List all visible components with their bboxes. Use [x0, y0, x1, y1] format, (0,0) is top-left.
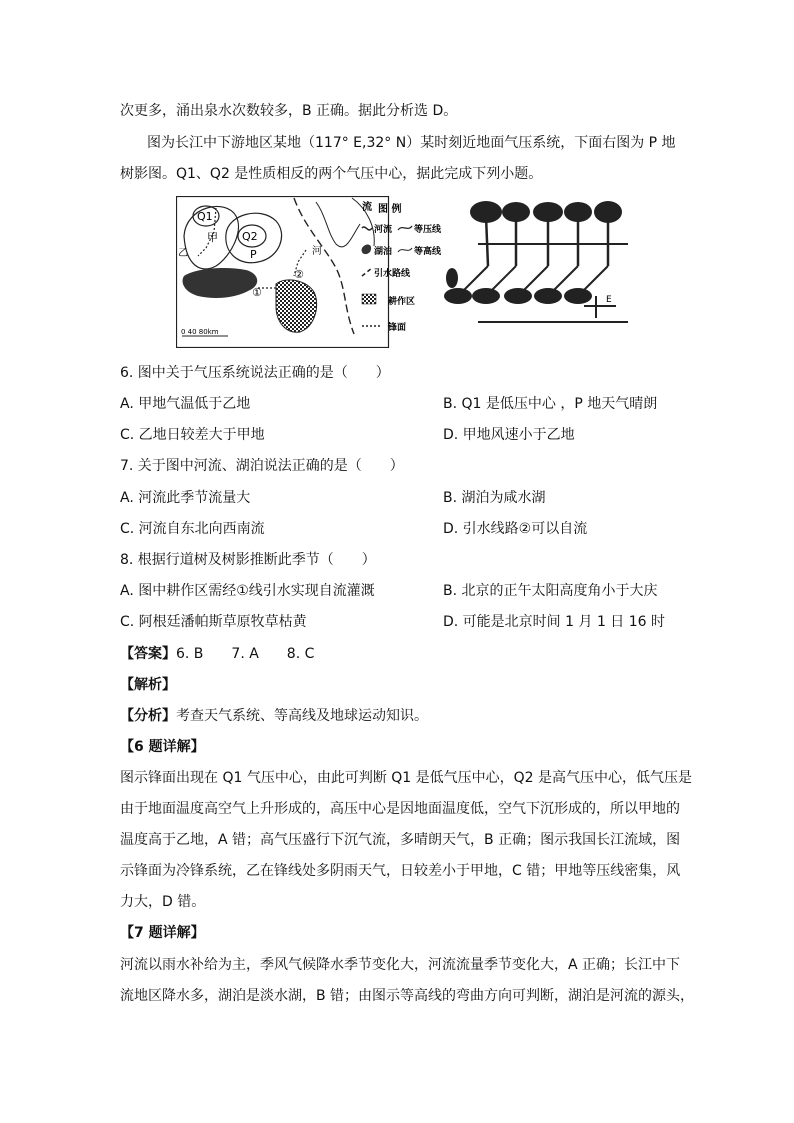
label-jia: 甲 [207, 231, 218, 244]
tree-shadows [444, 266, 608, 304]
intro-line-2: 图为长江中下游地区某地（117° E,32° N）某时刻近地面气压系统，下面右图为 P 地 [147, 135, 676, 151]
question-8-option-d: D. 可能是北京时间 1 月 1 日 16 时 [443, 614, 666, 630]
tree-row [470, 201, 622, 266]
q7-detail-line-2: 流地区降水多，湖泊是淡水湖，B 错；由图示等高线的弯曲方向可判断，湖泊是河流的源头， [120, 988, 695, 1004]
farmland-shape [276, 280, 317, 332]
legend-lake: 湖泊 [374, 247, 393, 257]
question-8-option-b: B. 北京的正午太阳高度角小于大庆 [443, 583, 658, 599]
q6-detail-line-5: 力大，D 错。 [120, 894, 206, 910]
intro-line-3: 树影图。Q1、Q2 是性质相反的两个气压中心，据此完成下列小题。 [120, 166, 543, 182]
label-p: P [250, 248, 257, 261]
question-7-stem: 7. 关于图中河流、湖泊说法正确的是（ ） [120, 458, 404, 474]
analysis-heading: 【解析】 [120, 677, 176, 693]
fenxi-label: 【分析】 [120, 708, 176, 724]
legend-river: 河流 [374, 225, 393, 235]
q6-detail-line-3: 温度高于乙地，A 错；高气压盛行下沉气流，多晴朗天气，B 正确；图示我国长江流域，图 [120, 832, 681, 848]
question-7-option-b: B. 湖泊为咸水湖 [443, 490, 546, 506]
question-6-option-c: C. 乙地日较差大于甲地 [120, 427, 265, 443]
legend-isobar: 等压线 [414, 225, 442, 235]
question-6-stem: 6. 图中关于气压系统说法正确的是（ ） [120, 365, 390, 381]
question-7-option-a: A. 河流此季节流量大 [120, 490, 251, 506]
question-7-option-d: D. 引水线路②可以自流 [443, 521, 588, 537]
question-6-option-b: B. Q1 是低压中心 ，P 地天气晴朗 [443, 396, 658, 412]
figure-map-and-tree-shadow [176, 196, 628, 348]
answer-label: 【答案】 [120, 646, 176, 662]
q7-detail-heading: 【7 题详解】 [120, 925, 205, 941]
q6-detail-line-1: 图示锋面出现在 Q1 气压中心，由此可判断 Q1 是低气压中心，Q2 是高气压中心，低气压是 [120, 770, 693, 786]
tree-shadow-figure [444, 201, 628, 322]
legend-title: 图 例 [378, 204, 402, 215]
label-yi: 乙 [178, 248, 188, 259]
answer-line [120, 644, 314, 664]
fenxi-line [120, 706, 428, 726]
label-route-1: ① [252, 286, 262, 299]
question-6-option-a: A. 甲地气温低于乙地 [120, 396, 251, 412]
answer-text: 6. B 7. A 8. C [176, 646, 315, 662]
label-scale: 0 40 80km [181, 328, 219, 336]
label-route-2: ② [294, 268, 304, 281]
legend-front: 锋面 [388, 323, 407, 333]
label-river: 河 [312, 246, 322, 257]
intro-line-1: 次更多，涌出泉水次数较多，B 正确。据此分析选 D。 [120, 103, 458, 119]
question-7-option-c: C. 河流自东北向西南流 [120, 521, 265, 537]
legend-farmland: 耕作区 [388, 297, 416, 307]
q7-detail-line-1: 河流以雨水补给为主，季风气候降水季节变化大，河流流量季节变化大，A 正确；长江中下 [120, 957, 681, 973]
label-q1: Q1 [197, 210, 213, 223]
legend-contour: 等高线 [414, 247, 442, 257]
q6-detail-heading: 【6 题详解】 [120, 739, 205, 755]
label-city: 流 [362, 202, 372, 213]
label-east: E [606, 295, 612, 305]
legend-route: 引水路线 [374, 269, 411, 279]
label-q2: Q2 [242, 230, 258, 243]
question-8-option-a: A. 图中耕作区需经①线引水实现自流灌溉 [120, 583, 375, 599]
q6-detail-line-4: 示锋面为冷锋系统，乙在锋线处多阴雨天气，日较差小于甲地，C 错；甲地等压线密集，风 [120, 863, 681, 879]
fenxi-text: 考查天气系统、等高线及地球运动知识。 [176, 708, 428, 724]
question-8-option-c: C. 阿根廷潘帕斯草原牧草枯黄 [120, 614, 307, 630]
q6-detail-line-2: 由于地面温度高空气上升形成的，高压中心是因地面温度低，空气下沉形成的，所以甲地的 [120, 801, 680, 817]
question-8-stem: 8. 根据行道树及树影推断此季节（ ） [120, 552, 376, 568]
question-6-option-d: D. 甲地风速小于乙地 [443, 427, 575, 443]
